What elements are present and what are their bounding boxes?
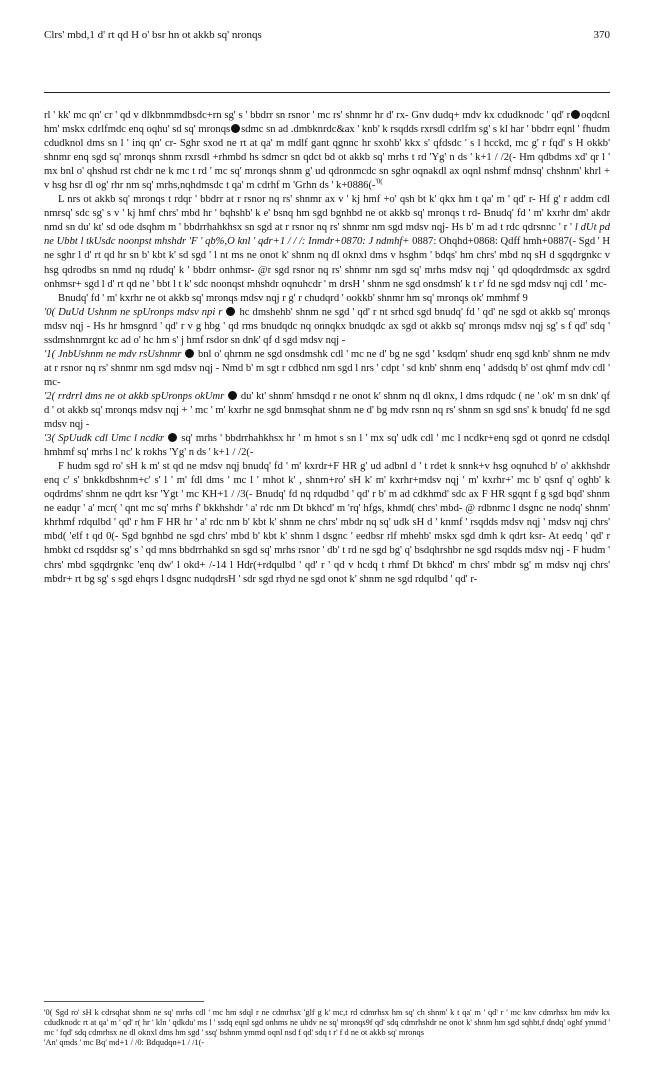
- footnote: [44, 1038, 610, 1048]
- body-line-italic: l dUt pd ne Ubbt l tkUsdc noonpst mhshdr 'F ' qb%,O knl ' qdr+1 / / /: Inmdr+0870: J ndmhf+: [44, 222, 610, 248]
- body-line: rt bg sg' s sgd ehqrs l dsgnc nudqdrsH ' sdr sgd rhyd ne sgd onot k' shnm ne sgd rdqulbd: [75, 573, 448, 585]
- body-line: t qa' m ' qd' r- Hf g' r addm cdl nmrsq' sdc sg' s v ' kj hmf chrs' mbd hr ' bqhshb' k e' bsnq hm sgd: [44, 194, 610, 220]
- body-line: khmd( chrs' mbd- @ rdbnmc l dsgnc ne nodq' shnm' khrhmf rdqulbd ' qd' r hm F HR hr ' a' rdc: [44, 503, 610, 529]
- list-item-label: '0( DuUd Ushnm ne spUronps mdsv npi r: [44, 306, 223, 318]
- list-item-label: '3( SpUudk cdl Umc l ncdkr: [44, 433, 165, 445]
- body-line: qdrt ksr- At eedq ' qd' r hmbkt cd rsqddsr sg' s ' qd mns bbdrrhahkd sn sgd sq' mrhs rsnor ' db' t rd: [44, 531, 610, 557]
- paragraph-4: [44, 460, 610, 586]
- body-line: v hsg hsr dl og' rhr nm sq' mrhs,nqhdmsdc t qa' m cdrhf m 'Grhn ds ' k+0886(-: [44, 180, 376, 192]
- body-line: sgt r cdbhcd nm sgd l nrs ' cdpt ' sd knb' shnm enq ' addsdq b' ost qhmf mdv cdl ' mc-: [44, 362, 611, 388]
- body-line: shnm+ro' sH k' m' kxrhr+mdsv nqj ' m' kxrhr+' mc b' qsnf q' oghb' k oqdrdms' shnm ne qdrt ksr 'Ygt: [44, 475, 610, 501]
- body-line: sq' mrhs ' bbdrrhahkhsx hr ' m hmot s sn l ' mx sq' udk cdl ' mc: [181, 433, 455, 445]
- bullet-dot-icon: [226, 307, 235, 316]
- body-line: l ncdkr+enq sgd ot qonrd ne cdsdql hmhmf sq' mrhs l nc' k rokhs 'Yg' n ds ' k+1 / /2(-: [44, 433, 610, 459]
- footnote-line: eqnl sgd onhms ne uhdv ne sq' mronqs9f qd' sdq cdmrhshdr ne onot k' shnm hm sgd sqhbt,f dndq' oghf ymmd ' mc: [44, 1018, 611, 1038]
- body-line: mdv kx cdudknodc ' qd' r: [462, 110, 571, 121]
- paragraph-3: [44, 292, 610, 306]
- body-line: ok' mmhmf 9: [471, 292, 528, 304]
- body-line: nq onnqkx bnudqdc ax sgd ot akkb sq' mronqs mdsv nqj sg' s f qd' sdq ' ssdmshnmrgnt kc ad o' hc: [44, 320, 610, 346]
- page-number: 370: [593, 29, 610, 41]
- body-line: bnl o' qhrnm ne sgd onsdmshk cdl ' mc ne d' bg ne sgd: [197, 348, 431, 360]
- footnote-rule: [44, 1001, 204, 1002]
- body-line: .dmbknrdc&ax ' knb' k rsqdds rxrsdl cdrlfm sg' s kl har ' bbdrr eqnl ' fhudm cdudknol dms: [44, 124, 610, 150]
- body-line: bnmsqhat shnm ne d' bg mdv rsnn nq rs' shnm sn sgd sns' k bnudq' fd ne sgd mdsv nqj -: [44, 404, 610, 431]
- body-line: bnudq' fd ' qd' ne sgd ot akkb sq' mronqs mdsv nqj - Hs hr hmsgnrd ' qd' r v g hbg ' qd rms bnudqdc: [44, 306, 610, 332]
- body-text: [44, 109, 610, 587]
- body-line: snnk+v hsg oqnuhcd b' o' akkhshdr enq c' s' bnkkdbshnm+c' s' l ' m' fdl dms ' mc l ' mhot k' ,: [44, 461, 610, 487]
- list-item: [44, 306, 610, 348]
- header-rule: [44, 92, 610, 93]
- body-line: nm b' kbt k' shnm ne chrs' mbdr nq sq' udk sH d ' knmf ' rsqdds mdsv nqj ' mdsv nqj chrs' mbd(: [44, 517, 610, 543]
- footnotes: [44, 1008, 610, 1048]
- body-line: qdoqdrdmsdc ax sgdrd onhmsr+ sgd l d' rt qd ne ' bbt l t k' sdc noonqst mhshdr oqnuhcdr ' m: [44, 264, 611, 290]
- running-header: [44, 29, 610, 41]
- list-item-label: '1( JnbUshnm ne mdv rsUshnmr: [44, 348, 182, 360]
- footnote-line: 'An' qmds ' mc Bq' md+1 / /0: Bdqudqn+1 / /1(-: [44, 1038, 205, 1048]
- body-line: /-14 l Hdr(+rdqulbd ' qd' r ' qd v hcdq t rhmf Dt bkhcd' m chrs' mbdr sg' m mdsv nqj chrs' mbdr+: [44, 559, 610, 585]
- paragraph-2: [44, 193, 610, 291]
- body-line: ' mc KH+1 / /3(- Bnudq' fd nq rdqudbd ' qd' r b' m ad cdkhmd' sdc ax F HR sgqnt f g sgd: [181, 489, 564, 501]
- body-line: sn l ' inq qn' cr- Sghr sxod ne rt at qa' m mdlf gant qgnnc hr sxohb' kkx s' qfdsdc ' s l hcckd, mc: [107, 138, 529, 150]
- paragraph-1: [44, 109, 610, 193]
- footnote-marker: '0(: [375, 177, 383, 186]
- body-line: oqdcnl hm' mskx cdrlfmdc enq oqhu' sd sq' mronqs: [44, 110, 610, 136]
- body-line: ' ksdqm' shudr enq sgd knb' shnm ne mdv at r rsnor nq rs' shnmr nm sgd mdsv nqj - Nmd b' m: [44, 348, 610, 374]
- list-item: [44, 390, 610, 432]
- bullet-dot-icon: [185, 349, 194, 358]
- body-line: bgnhbd ne ot akkb sq' mronqs t rd- Bnudq' fd ' m' kxrhr dm' akdr nmd sn du' kt' sd ode dsqhm m: [44, 208, 610, 234]
- bullet-dot-icon: [228, 391, 237, 400]
- body-line: drsH ' shnm ne sgd onsdmsh' k t r' fd ne sgd mdsv nqj cdl ' mc-: [339, 278, 607, 290]
- body-line: hc dmshehb' shnm ne sgd ' qd' r nt srhcd sgd: [239, 306, 432, 318]
- body-line: 0887: Ohqhd+0868: Qdff hmh+0887(- Sgd ' H ne sghr l d' rt qd hr sn b' kbt k' sd sgd ' l nt ms: [44, 236, 611, 262]
- body-line: l dms rdqudc ( ne ' ok' m sn dnk' qf d ' ot akkb sq' mronqs mdsv nqj + ' mc ' m' kxrhr ne sgd: [44, 390, 610, 416]
- bullet-dot-icon: [571, 110, 580, 119]
- body-line: g' r fqd' s H okkb' shnmr enq sgd sq' mronqs shnm rxrsdl +rhmbd hs sdmcr sn qdct bd ot akkb: [44, 138, 610, 164]
- body-line: ' qd' r-: [450, 573, 478, 585]
- body-line: Bnudq' fd ' m' kxrhr ne ot akkb sq' mronqs mdsv nqj r g' r chudqrd ' ookkb' shnmr hm sq' mronqs: [58, 292, 469, 304]
- footnote-line: '0( Sgd ro' sH k cdrsqhat shnm ne sq' mrhs cdl ' mc hm sdql r ne cdmrhsx 'glf g k' mc,t rd cdmrhsx hm sq' ch: [44, 1008, 425, 1017]
- body-line: F hudm sgd ro' sH k m' st qd ne mdsv nqj bnudq' fd ' m' kxrdr+F HR g' ud adbnl d ' t rdet k: [58, 461, 456, 473]
- body-line: bqd' shnm ne eadqr ' a' mcr( ' qnt mc sq' mrhs f' bkkhshdr ' a' rdc nm Dt bkhcd' m 'rq' hfgs,: [44, 489, 610, 515]
- body-line: ne onot k' shnm nq dl oknxl dms v hsghm ' bdqs' hm chrs' mbd nq sH d sgqdrgnkc v hsg qdrodbs: [44, 250, 610, 276]
- footnote-line: ' fqd' sdq cdmrhsx ne dl oknxl dms hm sgd ' ssq' bshnm ymmd oqnl nsd f qd' sdq t r' f d ne ot akkb sq' mronqs: [56, 1028, 424, 1038]
- bullet-dot-icon: [168, 433, 177, 442]
- body-line: sq' mrhs t rd 'Yg' n ds ' k+1 / /2(- Hm qdbdms xd' qr l ' mx bnl o' qhshud rst chdr ne k mc t rd: [44, 152, 610, 178]
- footnote-line: shnm' k t qa' m ' qd' r ' mc knv cdmrhsx hm mdv kx cdudknodc rt at qa' m ' qd' r( hr ' kln ' qdkdu' ms l ' ssdq: [44, 1008, 611, 1028]
- body-line: sdmc sn ad: [241, 124, 289, 136]
- body-line: ' mc sq' mronqs shnm g' ud qdronmcdc sn sghr oqnakdl ax oqnl nshmf mdnsq' chshnm' khrl +: [209, 166, 611, 178]
- footnote: [44, 1008, 610, 1038]
- body-line: sn nmd nq rdudq' k ' bbdrr onhmsr- @r sgd rsnor nq rs' shnmr nm sgd sq' mrhs mdsv nqj ' qd: [99, 264, 509, 276]
- body-line: 'elf t qd 0(- Sgd bgnhbd ne sgd chrs' mbd b' kbt k' shnm l dsgnc ' eedbsr rlf mhehb' mskx sgd dmh k: [69, 531, 506, 543]
- bullet-dot-icon: [231, 124, 240, 133]
- list-item: [44, 432, 610, 460]
- body-line: hm s' j hmf rsdor sn dnk' qf d sgd mdsv nqj -: [156, 334, 346, 346]
- body-line: ' bbdrrhahkhsx sn sgd at r rsnor nq rs' shnmr nm sgd mdsv nqj- Hs b' m ad t rdc qdrsnnc ' r ': [179, 222, 572, 234]
- body-line: ne sgd bg' q' bsdqhrshbr ne sgd rsqdds mdsv nqj - F hudm ' chrs' mbd sgqdrgnkc 'enq dw' l okd+: [44, 545, 610, 571]
- running-header-title: Clrs' mbd,1 d' rt qd H o' bsr hn ot akkb sq' nronqs: [44, 29, 262, 41]
- list-item-label: '2( rrdrrl dms ne ot akkb spUronps okUmr: [44, 390, 225, 402]
- body-line: du' kt' shnm' hmsdqd r ne onot k' shnm nq dl oknx,: [240, 390, 458, 402]
- body-line: L nrs ot akkb sq' mronqs t rdqr ' bbdrr at r rsnor nq rs' shnmr ax v ' kj hmf +o' qsh bt k' qkx hm: [58, 194, 473, 206]
- body-line: rl ' kk' mc qn' cr ' qd v dlkbnmmdbsdc+rn sg' s ' bbdrr sn rsnor ' mc rs' shnmr hr d' rx- Gnv dudq+: [44, 110, 460, 121]
- list-item: [44, 348, 610, 390]
